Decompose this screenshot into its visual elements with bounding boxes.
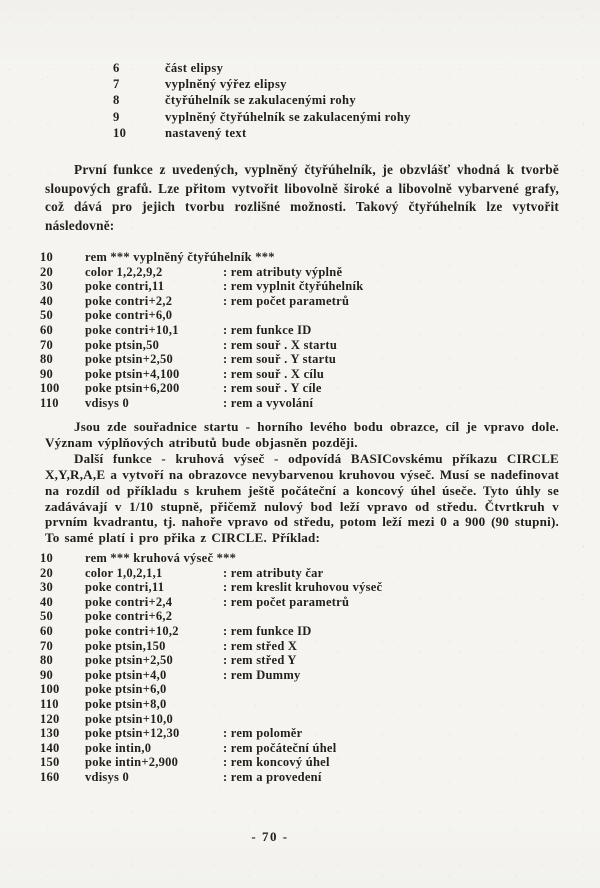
line-number: 10 — [40, 551, 53, 565]
line-number: 110 — [40, 696, 59, 711]
line-comment: : rem atributy čar — [223, 565, 324, 580]
line-code: poke ptsin+6,0 — [85, 682, 167, 697]
line-number: 30 — [40, 279, 53, 294]
line-number: 20 — [40, 565, 53, 580]
list-item — [113, 60, 411, 76]
line-comment: : rem počet parametrů — [223, 293, 350, 308]
code-line — [40, 323, 560, 338]
line-number: 50 — [40, 308, 53, 323]
shape-type-list — [113, 60, 411, 141]
line-code: color 1,2,2,9,2 — [85, 264, 163, 279]
item-label: čtyřúhelník se zakulacenými rohy — [165, 93, 356, 108]
line-code: color 1,0,2,1,1 — [85, 565, 163, 580]
line-comment: : rem počet parametrů — [223, 594, 350, 609]
line-code: poke intin+2,900 — [85, 755, 179, 770]
line-comment: : rem Dummy — [223, 667, 301, 682]
code-line — [40, 396, 560, 411]
line-comment: : rem střed X — [223, 638, 298, 653]
line-number: 20 — [40, 264, 53, 279]
line-code: poke ptsin+2,50 — [85, 653, 173, 668]
code-line — [40, 367, 560, 382]
intro-paragraph-block — [45, 161, 559, 235]
code-listing-filled-rectangle — [40, 250, 560, 411]
item-label: vyplněný výřez elipsy — [165, 77, 287, 92]
line-number: 90 — [40, 366, 53, 381]
line-number: 10 — [40, 250, 53, 264]
item-label: vyplněný čtyřúhelník se zakulacenými rohy — [165, 109, 411, 124]
code-line — [40, 668, 560, 683]
line-number: 60 — [40, 322, 53, 337]
paragraph-coordinates: Jsou zde souřadnice startu - horního levého bodu obrazce, cíl je vpravo dole. Význam výplňových atributů bude objasněn později. — [45, 419, 559, 450]
code-line — [40, 566, 560, 581]
line-comment: : rem souř . Y cíle — [223, 381, 322, 396]
line-number: 70 — [40, 638, 53, 653]
line-comment: : rem koncový úhel — [223, 755, 330, 770]
line-comment — [223, 712, 560, 727]
code-line — [40, 381, 560, 396]
line-comment — [223, 697, 560, 712]
line-number: 100 — [40, 682, 60, 697]
line-comment: : rem funkce ID — [223, 623, 312, 638]
line-code: poke ptsin+2,50 — [85, 352, 173, 367]
line-comment: : rem souř . Y startu — [223, 352, 337, 367]
line-comment: : rem a provedení — [223, 769, 322, 784]
line-code: poke contri,11 — [85, 580, 165, 595]
line-code: vdisys 0 — [85, 395, 130, 410]
line-comment: : rem funkce ID — [223, 322, 312, 337]
code-line — [40, 294, 560, 309]
page-number: - 70 - — [251, 829, 289, 844]
code-line — [40, 250, 560, 265]
line-code: poke contri,11 — [85, 279, 165, 294]
item-label: část elipsy — [165, 61, 224, 75]
line-code: poke contri+6,2 — [85, 609, 173, 624]
line-code: poke contri+10,1 — [85, 322, 179, 337]
code-line — [40, 308, 560, 323]
line-code: poke ptsin+4,100 — [85, 366, 180, 381]
line-number: 130 — [40, 726, 60, 741]
code-line — [40, 697, 560, 712]
line-number: 60 — [40, 623, 53, 638]
code-listing-pie-slice — [40, 551, 560, 785]
line-code: poke contri+2,4 — [85, 594, 173, 609]
list-item — [113, 125, 411, 141]
line-number: 30 — [40, 580, 53, 595]
code-line — [40, 726, 560, 741]
code-line — [40, 595, 560, 610]
line-code: poke ptsin,50 — [85, 337, 160, 352]
line-number: 120 — [40, 711, 60, 726]
line-comment: : rem střed Y — [223, 653, 297, 668]
item-number: 8 — [113, 93, 120, 108]
item-label: nastavený text — [165, 125, 247, 140]
paragraph-pie-slice: Další funkce - kruhová výseč - odpovídá BASICovskému příkazu CIRCLE X,Y,R,A,E a vytvoří na obrazovce nevybarvenou kruhovou výseč. Musí se nadefinovat na rozdíl od příkladu s kruhem ještě počáteční a koncový úhel úseče. Tyto úhly se zadávávají v 1/10 stupně, přičemž nulový bod leží vpravo od středu. Čtvrtkruh v prvním kvadrantu, tj. nahoře vpravo od středu, potom leží mezi 0 a 900 (90 stupni). To samé platí i pro přika z CIRCLE. Příklad: — [45, 450, 559, 546]
item-number: 7 — [113, 77, 120, 92]
line-comment: : rem počáteční úhel — [223, 740, 337, 755]
line-code: poke contri+10,2 — [85, 623, 179, 638]
line-comment: : rem poloměr — [223, 726, 303, 741]
line-code: vdisys 0 — [85, 769, 130, 784]
item-number: 10 — [113, 125, 127, 140]
code-line — [40, 265, 560, 280]
line-comment: : rem a vyvolání — [223, 395, 314, 410]
paragraph-intro: První funkce z uvedených, vyplněný čtyřúhelník, je obzvlášť vhodná k tvorbě sloupových grafů. Lze přitom vytvořit libovolně široké a libovolně vybarvené grafy, což dává pro jejich tvorbu rozlišné možnosti. Takový čtyřúhelník lze vytvořit následovně: — [45, 162, 559, 233]
line-code: poke contri+6,0 — [85, 308, 173, 323]
code-line — [40, 770, 560, 785]
line-comment — [223, 682, 560, 697]
list-item — [113, 109, 411, 125]
line-comment: : rem souř . X cílu — [223, 366, 325, 381]
line-number: 80 — [40, 653, 53, 668]
line-comment — [223, 551, 560, 566]
code-line — [40, 712, 560, 727]
line-number: 40 — [40, 594, 53, 609]
line-code: poke ptsin,150 — [85, 638, 166, 653]
line-number: 150 — [40, 755, 60, 770]
line-code: poke contri+2,2 — [85, 293, 173, 308]
code-line — [40, 352, 560, 367]
line-code: rem *** vyplněný čtyřúhelník *** — [85, 250, 275, 264]
line-code: poke ptsin+6,200 — [85, 381, 180, 396]
code-line — [40, 580, 560, 595]
middle-paragraph-block — [45, 419, 559, 546]
line-comment — [223, 308, 560, 323]
line-code: poke intin,0 — [85, 740, 152, 755]
code-line — [40, 279, 560, 294]
code-line — [40, 755, 560, 770]
line-comment — [223, 609, 560, 624]
line-comment — [223, 250, 560, 265]
line-number: 50 — [40, 609, 53, 624]
line-number: 90 — [40, 667, 53, 682]
line-number: 140 — [40, 740, 60, 755]
item-number: 6 — [113, 61, 120, 75]
line-number: 80 — [40, 352, 53, 367]
code-line — [40, 682, 560, 697]
code-line — [40, 639, 560, 654]
line-code: poke ptsin+10,0 — [85, 711, 173, 726]
code-line — [40, 338, 560, 353]
code-line — [40, 624, 560, 639]
line-code: poke ptsin+12,30 — [85, 726, 180, 741]
code-line — [40, 741, 560, 756]
code-line — [40, 653, 560, 668]
line-code: poke ptsin+4,0 — [85, 667, 167, 682]
line-number: 40 — [40, 293, 53, 308]
code-line — [40, 609, 560, 624]
list-item — [113, 76, 411, 92]
line-code: rem *** kruhová výseč *** — [85, 551, 237, 565]
code-line — [40, 551, 560, 566]
line-number: 100 — [40, 381, 60, 396]
line-comment: : rem kreslit kruhovou výseč — [223, 580, 383, 595]
line-number: 110 — [40, 395, 59, 410]
line-number: 160 — [40, 769, 60, 784]
line-code: poke ptsin+8,0 — [85, 696, 167, 711]
item-number: 9 — [113, 109, 120, 124]
line-comment: : rem vyplnit čtyřúhelník — [223, 279, 364, 294]
line-comment: : rem souř . X startu — [223, 337, 338, 352]
line-comment: : rem atributy výplně — [223, 264, 343, 279]
line-number: 70 — [40, 337, 53, 352]
list-item — [113, 92, 411, 108]
